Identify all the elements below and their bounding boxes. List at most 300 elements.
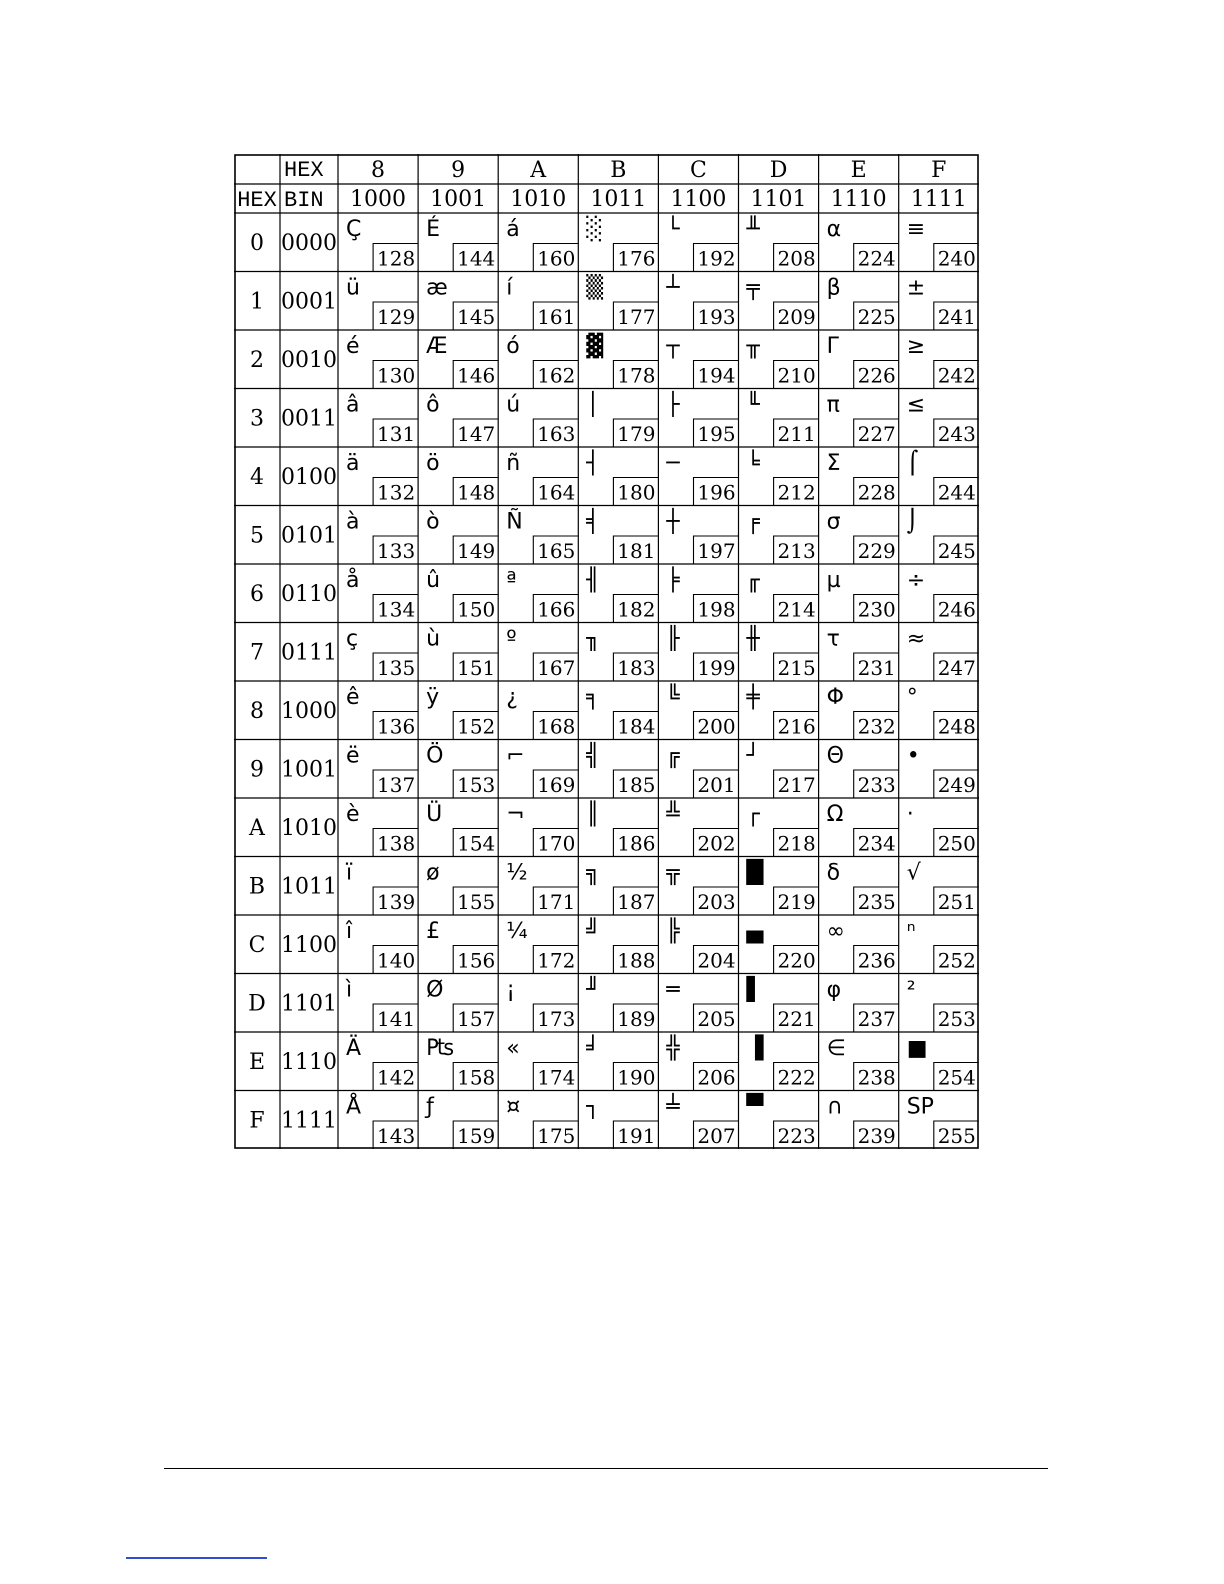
decimal-code: 208 (777, 246, 816, 271)
character-glyph: • (906, 743, 920, 769)
decimal-code: 192 (697, 246, 736, 271)
column-bin-digit: 1010 (510, 187, 567, 212)
character-glyph: Φ (826, 685, 844, 710)
decimal-code: 139 (377, 890, 416, 914)
decimal-code: 138 (377, 831, 416, 856)
character-glyph: Å (346, 1094, 362, 1120)
decimal-code: 158 (457, 1065, 496, 1090)
character-glyph: ╒ (746, 509, 760, 535)
decimal-code: 134 (377, 597, 416, 622)
row-hex-digit: A (249, 816, 265, 841)
column-hex-digit: D (769, 158, 788, 183)
character-glyph: æ (426, 275, 448, 301)
character-glyph: δ (826, 860, 841, 886)
decimal-code: 224 (857, 246, 896, 271)
decimal-code: 136 (377, 714, 416, 739)
decimal-code: 154 (457, 831, 496, 856)
column-bin-digit: 1001 (430, 187, 487, 212)
decimal-code: 184 (617, 714, 656, 739)
character-glyph: ê (346, 685, 360, 710)
decimal-code: 179 (617, 422, 656, 446)
character-glyph: α (826, 217, 842, 242)
decimal-code: 137 (377, 773, 416, 797)
character-glyph: à (346, 509, 360, 535)
decimal-code: 219 (777, 890, 816, 914)
decimal-code: 242 (937, 363, 976, 388)
character-glyph: ╠ (666, 919, 680, 944)
character-glyph: Ü (426, 802, 443, 827)
character-glyph: ½ (506, 860, 528, 886)
column-bin-digit: 1101 (750, 187, 807, 212)
character-glyph: ▀ (746, 1094, 764, 1120)
character-glyph: ╞ (666, 568, 680, 593)
character-glyph: ┐ (586, 1094, 600, 1120)
decimal-code: 187 (617, 890, 656, 914)
character-glyph: ╙ (746, 392, 760, 418)
decimal-code: 170 (537, 831, 576, 856)
decimal-code: 169 (537, 773, 576, 797)
character-glyph: ⁿ (906, 919, 916, 944)
decimal-code: 161 (537, 305, 576, 329)
character-glyph: í (506, 275, 513, 301)
row-bin-digit: 0100 (281, 465, 337, 490)
column-hex-digit: B (610, 158, 627, 183)
decimal-code: 245 (937, 539, 976, 563)
column-bin-digit: 1000 (350, 187, 407, 212)
character-glyph: ë (346, 743, 360, 769)
decimal-code: 157 (457, 1007, 496, 1031)
decimal-code: 207 (697, 1124, 736, 1148)
character-glyph: █ (746, 860, 764, 886)
decimal-code: 186 (617, 831, 656, 856)
decimal-code: 151 (457, 656, 496, 680)
decimal-code: 196 (697, 480, 736, 505)
decimal-code: 197 (697, 539, 736, 563)
character-glyph: ° (906, 685, 918, 710)
character-glyph: Σ (826, 451, 841, 476)
footer-rule (164, 1468, 1048, 1469)
column-bin-digit: 1110 (830, 187, 887, 212)
character-glyph: £ (426, 919, 441, 944)
character-code-table-grid (234, 154, 979, 1149)
character-glyph: ÿ (426, 685, 440, 710)
decimal-code: 232 (857, 714, 896, 739)
decimal-code: 200 (697, 714, 736, 739)
character-glyph: ╕ (586, 685, 600, 710)
column-bin-digit: 1111 (910, 187, 967, 212)
character-glyph: ∩ (826, 1094, 843, 1120)
row-bin-digit: 1011 (281, 874, 337, 900)
character-glyph: ┤ (586, 451, 600, 476)
character-glyph: ╫ (746, 626, 760, 652)
character-glyph: ╬ (666, 1036, 680, 1061)
character-glyph: ─ (666, 451, 680, 476)
decimal-code: 167 (537, 656, 576, 680)
character-glyph: ╢ (586, 568, 600, 593)
decimal-code: 214 (777, 597, 816, 622)
character-glyph: Ñ (506, 509, 523, 535)
character-glyph: ⌡ (906, 509, 919, 535)
character-glyph: SP (906, 1094, 934, 1120)
character-glyph: å (346, 568, 360, 593)
character-glyph: ┬ (666, 334, 680, 359)
character-glyph: ñ (506, 451, 521, 476)
character-glyph: Ø (426, 977, 444, 1003)
row-bin-digit: 1100 (281, 933, 337, 958)
character-glyph: ╤ (746, 275, 760, 301)
decimal-code: 171 (537, 890, 576, 914)
decimal-code: 250 (937, 831, 976, 856)
decimal-code: 228 (857, 480, 896, 505)
decimal-code: 153 (457, 773, 496, 797)
decimal-code: 234 (857, 831, 896, 856)
decimal-code: 129 (377, 305, 416, 329)
decimal-code: 146 (457, 363, 496, 388)
character-glyph: ≡ (906, 217, 926, 242)
character-glyph: Æ (426, 334, 448, 359)
character-glyph: ù (426, 626, 441, 652)
decimal-code: 166 (537, 597, 576, 622)
character-glyph: ╛ (586, 1036, 600, 1061)
row-bin-digit: 0010 (281, 348, 337, 373)
row-bin-digit: 0000 (281, 231, 337, 256)
decimal-code: 191 (617, 1124, 656, 1148)
decimal-code: 181 (617, 539, 656, 563)
character-glyph: ≤ (906, 392, 926, 418)
decimal-code: 238 (857, 1065, 896, 1090)
row-hex-digit: 8 (250, 699, 264, 724)
row-bin-digit: 0110 (281, 582, 337, 607)
character-glyph: ╓ (746, 568, 760, 593)
character-glyph: ì (346, 977, 353, 1003)
decimal-code: 168 (537, 714, 576, 739)
decimal-code: 198 (697, 597, 736, 622)
decimal-code: 180 (617, 480, 656, 505)
decimal-code: 212 (777, 480, 816, 505)
decimal-code: 248 (937, 714, 976, 739)
row-bin-digit: 0101 (281, 523, 337, 549)
character-glyph: ╜ (586, 977, 600, 1003)
row-bin-digit: 1010 (281, 816, 337, 841)
character-glyph: ⌠ (906, 451, 919, 476)
row-hex-digit: D (248, 991, 266, 1017)
decimal-code: 165 (537, 539, 576, 563)
character-glyph: µ (826, 568, 841, 593)
row-hex-digit: 1 (250, 289, 264, 315)
character-glyph: è (346, 802, 360, 827)
decimal-code: 255 (937, 1124, 976, 1148)
row-hex-digit: E (248, 1050, 266, 1075)
character-glyph: ¿ (506, 685, 518, 710)
row-hex-digit: 9 (250, 757, 264, 783)
column-hex-digit: C (690, 158, 707, 183)
decimal-code: 176 (617, 246, 656, 271)
character-glyph: ╔ (666, 743, 680, 769)
character-glyph: ú (506, 392, 521, 418)
decimal-code: 246 (937, 597, 976, 622)
character-glyph: ═ (666, 977, 680, 1003)
decimal-code: 216 (777, 714, 816, 739)
character-glyph: ∞ (826, 919, 845, 944)
column-bin-digit: 1100 (670, 187, 727, 212)
decimal-code: 142 (377, 1065, 416, 1090)
column-hex-digit: E (850, 158, 867, 183)
decimal-code: 164 (537, 480, 576, 505)
decimal-code: 185 (617, 773, 656, 797)
character-glyph: ╪ (746, 685, 760, 710)
character-glyph: ² (906, 977, 916, 1003)
row-bin-digit: 0001 (281, 289, 337, 315)
row-hex-digit: 6 (250, 582, 264, 607)
character-glyph: É (426, 217, 441, 242)
decimal-code: 251 (937, 890, 976, 914)
character-glyph: ä (346, 451, 360, 476)
decimal-code: 227 (857, 422, 896, 446)
decimal-code: 210 (777, 363, 816, 388)
character-glyph: ö (426, 451, 440, 476)
character-glyph: ÷ (906, 568, 926, 593)
decimal-code: 202 (697, 831, 736, 856)
character-glyph: ª (506, 568, 517, 593)
character-glyph: ▒ (586, 275, 604, 301)
decimal-code: 188 (617, 948, 656, 973)
decimal-code: 215 (777, 656, 816, 680)
character-glyph: ■ (906, 1036, 928, 1061)
decimal-code: 131 (377, 422, 416, 446)
character-glyph: ╡ (586, 509, 600, 535)
character-glyph: ╟ (666, 626, 680, 652)
decimal-code: 239 (857, 1124, 896, 1148)
decimal-code: 221 (777, 1007, 816, 1031)
column-hex-digit: F (931, 158, 947, 183)
row-bin-digit: 0111 (281, 640, 337, 666)
decimal-code: 145 (457, 305, 496, 329)
decimal-code: 249 (937, 773, 976, 797)
decimal-code: 241 (937, 305, 976, 329)
decimal-code: 143 (377, 1124, 416, 1148)
character-glyph: Γ (826, 334, 839, 359)
decimal-code: 254 (937, 1065, 976, 1090)
decimal-code: 206 (697, 1065, 736, 1090)
decimal-code: 149 (457, 539, 496, 563)
header-bin-label: BIN (284, 188, 324, 213)
decimal-code: 182 (617, 597, 656, 622)
decimal-code: 236 (857, 948, 896, 973)
character-glyph: ¼ (506, 919, 528, 944)
decimal-code: 163 (537, 422, 576, 446)
character-glyph: Θ (826, 743, 844, 769)
decimal-code: 217 (777, 773, 816, 797)
character-glyph: ╦ (666, 860, 680, 886)
decimal-code: 233 (857, 773, 896, 797)
decimal-code: 199 (697, 656, 736, 680)
row-hex-digit: B (248, 874, 266, 900)
character-glyph: Ä (346, 1036, 362, 1061)
character-glyph: Ç (346, 217, 362, 242)
character-glyph: ó (506, 334, 520, 359)
character-glyph: û (426, 568, 441, 593)
decimal-code: 130 (377, 363, 416, 388)
row-bin-digit: 1001 (281, 757, 337, 783)
character-glyph: ╥ (746, 334, 760, 359)
row-hex-label: HEX (237, 188, 277, 213)
character-glyph: ¡ (506, 977, 516, 1003)
row-hex-digit: 7 (250, 640, 264, 666)
character-glyph: ¤ (506, 1094, 521, 1120)
header-hex-label: HEX (284, 158, 324, 183)
character-glyph: ┴ (666, 275, 680, 301)
character-glyph: ░ (586, 217, 604, 242)
decimal-code: 237 (857, 1007, 896, 1031)
row-bin-digit: 1101 (281, 991, 337, 1017)
decimal-code: 189 (617, 1007, 656, 1031)
decimal-code: 218 (777, 831, 816, 856)
character-glyph: ▄ (746, 919, 764, 944)
character-glyph: ╘ (746, 451, 760, 476)
column-bin-digit: 1011 (590, 187, 647, 212)
character-glyph: ╖ (586, 626, 600, 652)
row-hex-digit: 0 (250, 231, 264, 256)
decimal-code: 230 (857, 597, 896, 622)
row-bin-digit: 1110 (281, 1050, 337, 1075)
character-glyph: º (506, 626, 517, 652)
decimal-code: 229 (857, 539, 896, 563)
row-hex-digit: 5 (250, 523, 264, 549)
decimal-code: 244 (937, 480, 976, 505)
character-glyph: ¬ (506, 802, 525, 827)
character-glyph: ≥ (906, 334, 926, 359)
character-glyph: σ (826, 509, 841, 535)
decimal-code: 243 (937, 422, 976, 446)
decimal-code: 231 (857, 656, 896, 680)
character-glyph: ± (906, 275, 926, 301)
decimal-code: 190 (617, 1065, 656, 1090)
row-hex-digit: 2 (250, 348, 264, 373)
decimal-code: 247 (937, 656, 976, 680)
decimal-code: 223 (777, 1124, 816, 1148)
decimal-code: 211 (777, 422, 816, 446)
decimal-code: 147 (457, 422, 496, 446)
character-glyph: ▌ (746, 977, 764, 1003)
character-glyph: ç (346, 626, 359, 652)
decimal-code: 128 (377, 246, 416, 271)
character-glyph: é (346, 334, 360, 359)
decimal-code: 178 (617, 363, 656, 388)
character-glyph: ▓ (586, 334, 604, 359)
decimal-code: 201 (697, 773, 736, 797)
character-glyph: ƒ (426, 1094, 434, 1120)
character-glyph: │ (586, 392, 600, 418)
decimal-code: 183 (617, 656, 656, 680)
decimal-code: 213 (777, 539, 816, 563)
character-glyph: · (906, 802, 914, 827)
character-glyph: ò (426, 509, 440, 535)
decimal-code: 155 (457, 890, 496, 914)
decimal-code: 132 (377, 480, 416, 505)
character-glyph: ï (346, 860, 353, 886)
decimal-code: 204 (697, 948, 736, 973)
decimal-code: 252 (937, 948, 976, 973)
character-glyph: ≈ (906, 626, 926, 652)
character-glyph: ╨ (746, 217, 760, 242)
decimal-code: 209 (777, 305, 816, 329)
decimal-code: 194 (697, 363, 736, 388)
character-code-table (234, 154, 979, 1149)
decimal-code: 160 (537, 246, 576, 271)
character-glyph: ┼ (666, 509, 680, 535)
column-hex-digit: 9 (451, 158, 466, 183)
character-glyph: ╣ (586, 743, 600, 769)
row-bin-digit: 0011 (281, 406, 337, 432)
decimal-code: 162 (537, 363, 576, 388)
character-glyph: â (346, 392, 360, 418)
character-glyph: ╚ (666, 685, 680, 710)
character-glyph: Ω (826, 802, 844, 827)
decimal-code: 253 (937, 1007, 976, 1031)
decimal-code: 226 (857, 363, 896, 388)
row-hex-digit: F (249, 1108, 265, 1134)
character-glyph: √ (906, 860, 921, 886)
character-glyph: « (506, 1036, 520, 1061)
decimal-code: 173 (537, 1007, 576, 1031)
character-glyph: ⌐ (506, 743, 525, 769)
decimal-code: 225 (857, 305, 896, 329)
decimal-code: 205 (697, 1007, 736, 1031)
row-bin-digit: 1000 (281, 699, 337, 724)
decimal-code: 152 (457, 714, 496, 739)
column-hex-digit: A (530, 158, 547, 183)
character-glyph: φ (826, 977, 842, 1003)
decimal-code: 159 (457, 1124, 496, 1148)
decimal-code: 203 (697, 890, 736, 914)
decimal-code: 174 (537, 1065, 576, 1090)
character-glyph: ╧ (666, 1094, 680, 1120)
character-glyph: ╩ (666, 802, 680, 827)
character-glyph: ₧ (426, 1036, 455, 1061)
character-glyph: ø (426, 860, 440, 886)
character-glyph: á (506, 217, 520, 242)
character-glyph: ┌ (746, 802, 760, 827)
decimal-code: 135 (377, 656, 416, 680)
character-glyph: ∈ (826, 1036, 846, 1061)
character-glyph: ├ (666, 392, 680, 418)
character-glyph: Ö (426, 743, 444, 769)
decimal-code: 172 (537, 948, 576, 973)
decimal-code: 133 (377, 539, 416, 563)
character-glyph: π (826, 392, 840, 418)
character-glyph: ╝ (586, 919, 600, 944)
character-glyph: ║ (586, 802, 600, 827)
decimal-code: 150 (457, 597, 496, 622)
decimal-code: 177 (617, 305, 656, 329)
decimal-code: 144 (457, 246, 496, 271)
decimal-code: 193 (697, 305, 736, 329)
decimal-code: 235 (857, 890, 896, 914)
character-glyph: î (346, 919, 353, 944)
character-glyph: τ (826, 626, 840, 652)
row-hex-digit: 4 (250, 465, 264, 490)
character-glyph: ┘ (746, 743, 760, 769)
row-hex-digit: C (248, 933, 266, 958)
decimal-code: 140 (377, 948, 416, 973)
character-glyph: ô (426, 392, 440, 418)
character-glyph: ╗ (586, 860, 600, 886)
bottom-link-underline[interactable] (126, 1557, 267, 1559)
column-hex-digit: 8 (371, 158, 386, 183)
decimal-code: 240 (937, 246, 976, 271)
character-glyph: ü (346, 275, 360, 301)
character-glyph: ▐ (746, 1036, 764, 1061)
